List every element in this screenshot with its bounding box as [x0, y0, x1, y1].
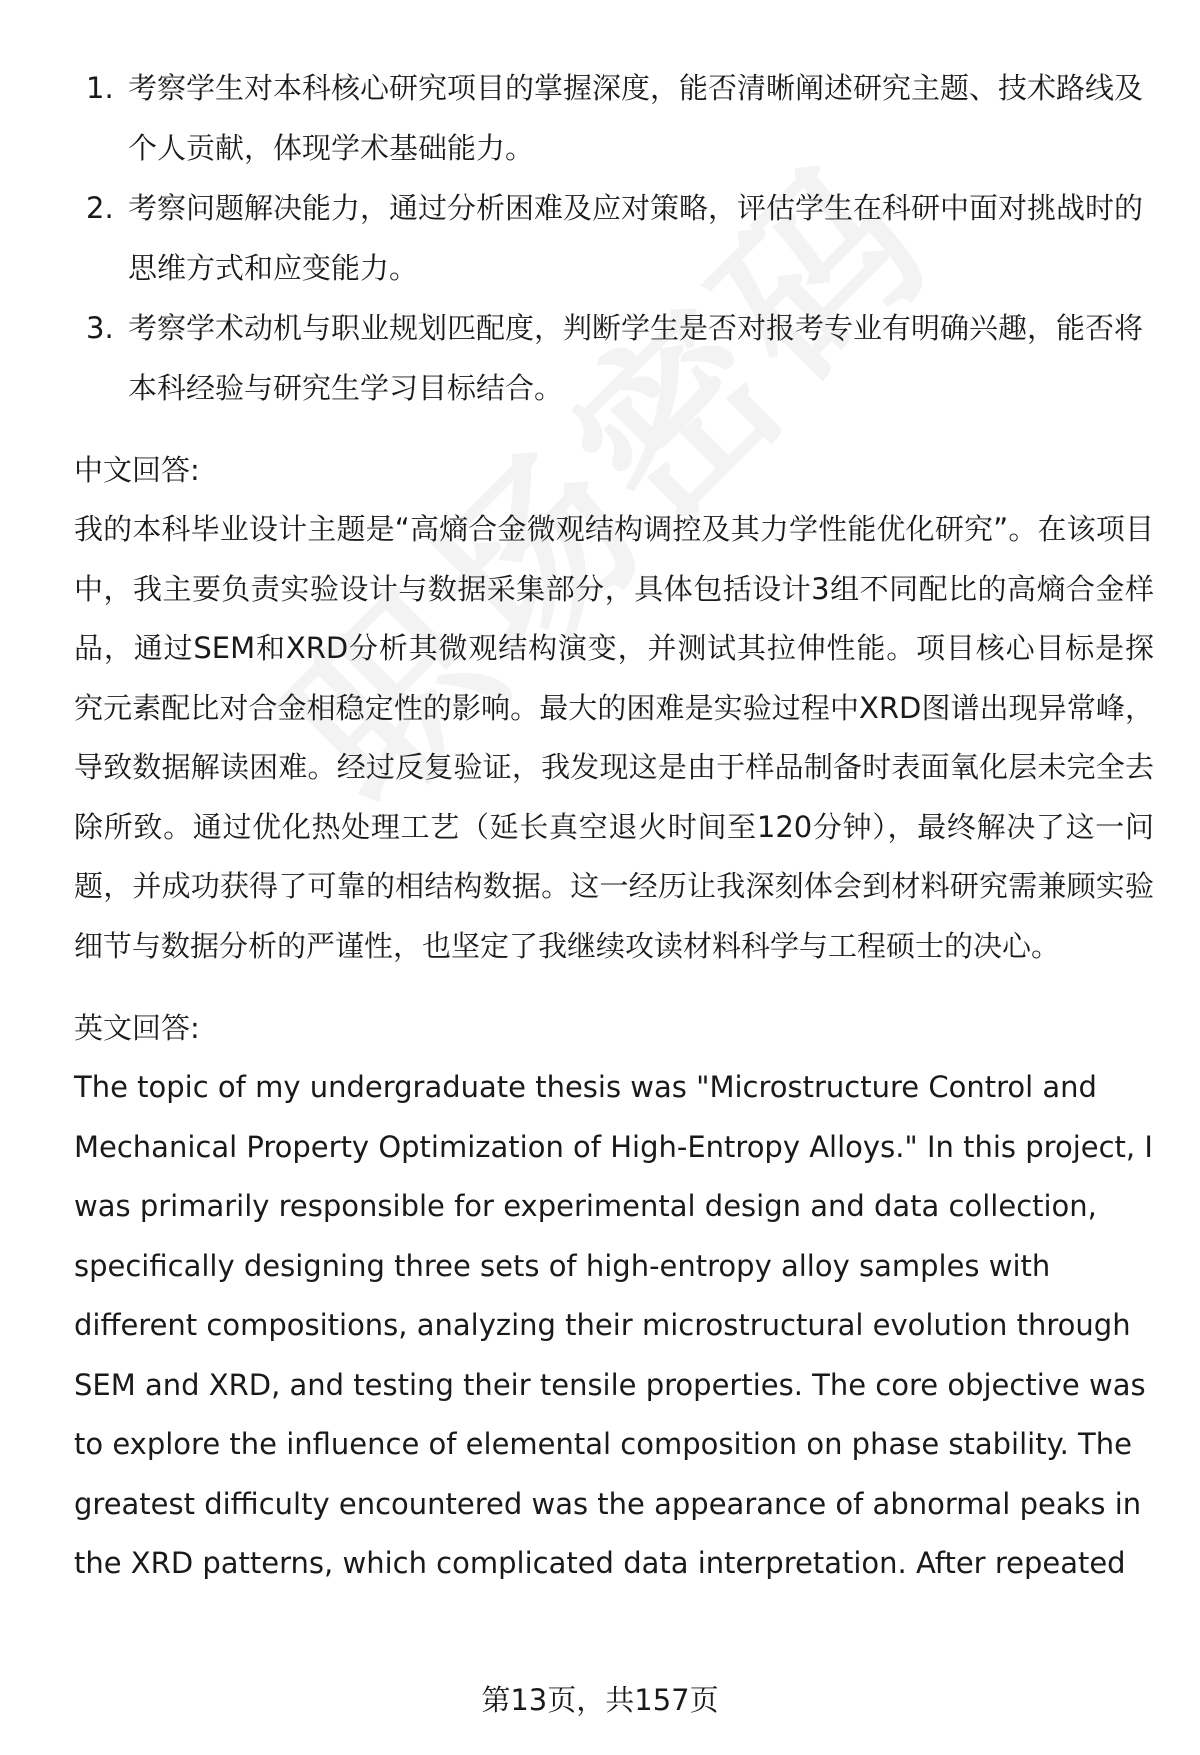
document-body [74, 58, 1154, 1594]
goals-list [74, 58, 1154, 418]
list-number: 1. [86, 71, 114, 105]
list-number: 2. [86, 191, 114, 225]
english-answer-label: 英文回答: [74, 1011, 200, 1045]
chinese-answer-label: 中文回答: [74, 453, 200, 487]
list-number: 3. [86, 311, 114, 345]
page-number: 第13页，共157页 [481, 1683, 719, 1717]
list-item-text: 考察学术动机与职业规划匹配度，判断学生是否对报考专业有明确兴趣，能否将本科经验与研究生学习目标结合。 [128, 311, 1144, 405]
chinese-answer-text: 我的本科毕业设计主题是“高熵合金微观结构调控及其力学性能优化研究”。在该项目中，我主要负责实验设计与数据采集部分，具体包括设计3组不同配比的高熵合金样品，通过SEM和XRD分析其微观结构演变，并测试其拉伸性能。项目核心目标是探究元素配比对合金相稳定性的影响。最大的困难是实验过程中XRD图谱出现异常峰，导致数据解读困难。经过反复验证，我发现这是由于样品制备时表面氧化层未完全去除所致。通过优化热处理工艺（延长真空退火时间至120分钟），最终解决了这一问题，并成功获得了可靠的相结构数据。这一经历让我深刻体会到材料研究需兼顾实验细节与数据分析的严谨性，也坚定了我继续攻读材料科学与工程硕士的决心。 [74, 512, 1154, 963]
page-footer [0, 1680, 1200, 1720]
list-item-text: 考察问题解决能力，通过分析困难及应对策略，评估学生在科研中面对挑战时的思维方式和应变能力。 [128, 191, 1144, 285]
list-item [74, 58, 1154, 178]
english-answer-text: The topic of my undergraduate thesis was "Microstructure Control and Mechanical Property Optimization of High-Entropy Alloys." In this project, I was primarily responsible for experimental design and data collection, specifically designing three sets of high-entropy alloy samples with different compositions, analyzing their microstructural evolution through SEM and XRD, and testing their tensile properties. The core objective was to explore the influence of elemental composition on phase stability. The greatest difficulty encountered was the appearance of abnormal peaks in the XRD patterns, which complicated data interpretation. After repeated [74, 1070, 1153, 1580]
list-item [74, 298, 1154, 418]
list-item-text: 考察学生对本科核心研究项目的掌握深度，能否清晰阐述研究主题、技术路线及个人贡献，体现学术基础能力。 [128, 71, 1144, 165]
list-item [74, 178, 1154, 298]
